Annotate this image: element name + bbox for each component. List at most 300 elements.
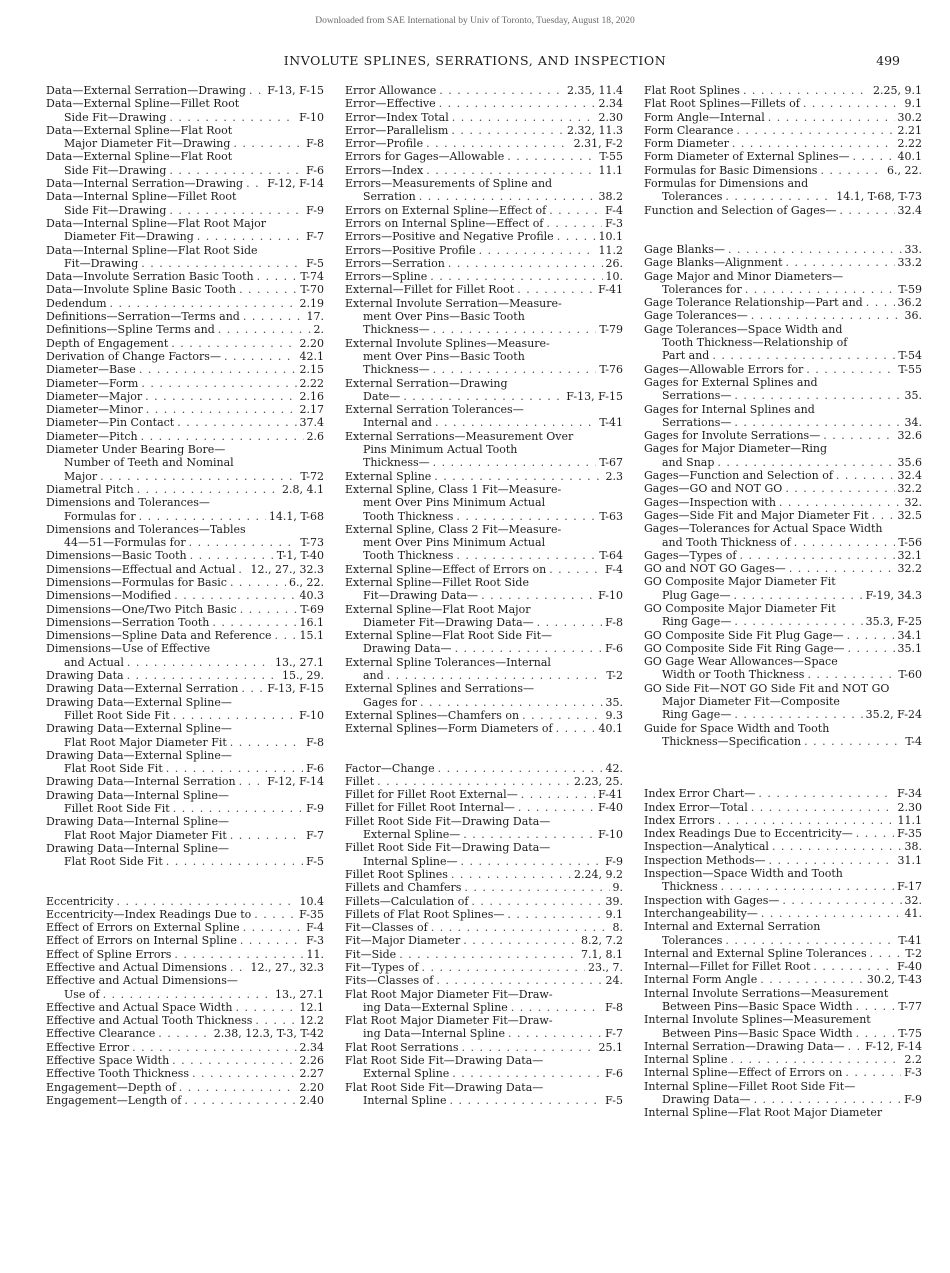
dot-leader (218, 323, 311, 336)
entry-term: Tooth Thickness (363, 549, 454, 563)
index-entry (345, 881, 623, 894)
index-entry-line: External Spline—Flat Root Major (345, 602, 531, 616)
index-entry (46, 430, 324, 443)
index-entry (644, 349, 922, 362)
index-entry-line: External Spline—Fillet Root Side (345, 575, 529, 589)
dot-leader (451, 124, 564, 137)
entry-reference: 32.4 (897, 203, 922, 217)
entry-term: Interchangeability— (644, 906, 758, 920)
index-entry (345, 510, 623, 523)
dot-leader (433, 456, 597, 469)
index-entry (644, 589, 922, 602)
dot-leader (110, 297, 297, 310)
entry-term: Engagement—Depth of (46, 1080, 176, 1094)
dot-leader (521, 788, 595, 801)
entry-reference: F-5 (605, 1093, 623, 1107)
index-entry (644, 1040, 922, 1053)
index-entry (644, 827, 922, 840)
index-entry (46, 855, 324, 868)
entry-term: Internal—Fillet for Fillet Root (644, 960, 811, 974)
entry-reference: F-7 (306, 230, 324, 244)
index-entry-line: ment Over Pins—Basic Tooth (363, 310, 525, 324)
dot-leader (751, 801, 895, 814)
index-entry (345, 416, 623, 429)
index-entry-line: Gages for Major Diameter—Ring (644, 442, 828, 456)
index-entry (345, 150, 623, 163)
dot-leader (772, 840, 902, 853)
dot-leader (103, 988, 272, 1001)
index-entry-line: Data—External Spline—Fillet Root (46, 97, 240, 111)
index-entry (345, 1001, 623, 1014)
index-entry-line: Internal Spline—Flat Root Major Diameter (644, 1106, 883, 1120)
dot-leader (403, 390, 563, 403)
entry-reference: 2.22 (897, 137, 922, 151)
index-entry (644, 469, 922, 482)
dot-leader (224, 350, 297, 363)
dot-leader (549, 204, 602, 217)
index-entry (46, 921, 324, 934)
entry-term: Eccentricity (46, 894, 114, 908)
entry-term: Plug Gage— (662, 588, 731, 602)
index-entry (46, 230, 324, 243)
entry-reference: 9.1 (904, 97, 922, 111)
index-entry-line: Gages—Tolerances for Actual Space Width (644, 522, 883, 536)
entry-term: Internal and External Spline Tolerances (644, 946, 867, 960)
entry-term: Width or Tooth Thickness (662, 668, 805, 682)
index-entry (644, 164, 922, 177)
dot-leader (813, 960, 894, 973)
entry-reference: 16.1 (299, 615, 324, 629)
dot-leader (433, 323, 597, 336)
entry-reference: 2.35, 11.4 (567, 84, 623, 97)
index-entry (46, 510, 324, 523)
index-entry (46, 337, 324, 350)
entry-reference: 42.1 (299, 349, 324, 363)
dot-leader (464, 881, 609, 894)
entry-reference: 7.1, 8.1 (581, 947, 623, 961)
dot-leader (785, 482, 894, 495)
dot-leader (431, 921, 610, 934)
dot-leader (456, 510, 596, 523)
dot-leader (730, 1053, 901, 1066)
entry-term: Tolerances for (662, 282, 742, 296)
index-entry-line: Drawing Data—Internal Spline— (46, 841, 230, 855)
dot-leader (728, 243, 902, 256)
entry-reference: F-10 (598, 589, 623, 603)
entry-term: Drawing Data— (363, 642, 452, 656)
index-entry (345, 855, 623, 868)
index-entry (345, 696, 623, 709)
entry-reference: F-8 (605, 1000, 623, 1014)
entry-term: Thickness— (363, 456, 430, 470)
entry-reference: 2.3 (605, 469, 623, 483)
dot-leader (436, 974, 602, 987)
dot-leader (190, 549, 274, 562)
entry-term: Ring Gage— (662, 615, 732, 629)
dot-leader (549, 563, 602, 576)
dot-leader (717, 456, 894, 469)
entry-term: External—Fillet for Fillet Root (345, 283, 515, 297)
entry-reference: 13., 27.1 (275, 987, 324, 1001)
entry-term: Diameter Fit—Drawing (64, 230, 194, 244)
index-entry (46, 829, 324, 842)
dot-leader (768, 111, 895, 124)
entry-term: Fit—Classes of (345, 921, 428, 935)
dot-leader (866, 296, 895, 309)
dot-leader (725, 934, 895, 947)
index-entry (46, 576, 324, 589)
dot-leader (739, 549, 894, 562)
index-entry-line: External Involute Splines—Measure- (345, 336, 550, 350)
index-entry (345, 934, 623, 947)
entry-term: Gages—Side Fit and Major Diameter Fit (644, 508, 869, 522)
entry-reference: 12., 27., 32.3 (250, 562, 324, 576)
entry-reference: 42. (605, 761, 623, 775)
entry-term: Gage Tolerances— (644, 309, 748, 323)
entry-reference: 38. (904, 840, 922, 854)
dot-leader (725, 190, 833, 203)
dot-leader (249, 84, 264, 97)
entry-reference: 33.2 (897, 256, 922, 270)
entry-reference: 2.34 (598, 97, 623, 111)
dot-leader (769, 854, 895, 867)
entry-reference: F-6 (306, 163, 324, 177)
entry-term: Gages—Function and Selection of (644, 469, 833, 483)
dot-leader (174, 948, 303, 961)
dot-leader (848, 1040, 863, 1053)
dot-leader (745, 283, 896, 296)
dot-leader (116, 895, 296, 908)
dot-leader (479, 244, 596, 257)
index-entry (46, 1014, 324, 1027)
entry-reference: 24. (605, 974, 623, 988)
entry-reference: 13., 27.1 (275, 655, 324, 669)
dot-leader (422, 961, 586, 974)
dot-leader (137, 483, 279, 496)
entry-term: External Spline— (363, 828, 461, 842)
index-entry (644, 363, 922, 376)
index-entry (644, 894, 922, 907)
index-entry-line: External Involute Serration—Measure- (345, 296, 562, 310)
dot-leader (556, 722, 596, 735)
dot-leader (712, 349, 895, 362)
index-entry-line: Data—External Spline—Flat Root (46, 123, 233, 137)
entry-reference: F-5 (306, 855, 324, 869)
dot-leader (254, 908, 296, 921)
entry-reference: F-12, F-14 (865, 1039, 922, 1053)
index-entry-line: Internal Spline—Fillet Root Side Fit— (644, 1079, 856, 1093)
dot-leader (736, 124, 894, 137)
entry-term: Part and (662, 349, 710, 363)
entry-term: Internal Spline (363, 1093, 447, 1107)
dot-leader (845, 1066, 901, 1079)
index-entry (345, 1041, 623, 1054)
entry-term: Form Clearance (644, 123, 734, 137)
index-entry-line: Pins Minimum Actual Tooth (363, 443, 518, 457)
entry-term: GO and NOT GO Gages— (644, 562, 786, 576)
entry-term: External Splines—Form Diameters of (345, 722, 553, 736)
index-entry (46, 177, 324, 190)
index-entry (46, 363, 324, 376)
index-entry (345, 137, 623, 150)
index-entry (644, 509, 922, 522)
entry-term: Serration (363, 190, 416, 204)
index-entry (345, 762, 623, 775)
entry-term: Diameter—Minor (46, 403, 143, 417)
entry-reference: 12.2 (299, 1014, 324, 1028)
dot-leader (507, 908, 602, 921)
entry-reference: F-6 (306, 762, 324, 776)
entry-reference: 37.4 (299, 416, 324, 430)
index-entry-line: Number of Teeth and Nominal (64, 456, 234, 470)
entry-term: Index Errors (644, 813, 715, 827)
index-entry (345, 895, 623, 908)
dot-leader (127, 656, 272, 669)
dot-leader (189, 536, 298, 549)
index-entry (46, 1094, 324, 1107)
entry-term: Definitions—Serration—Terms and (46, 310, 240, 324)
entry-term: Errors—Index (345, 163, 424, 177)
entry-term: Errors for Gages—Allowable (345, 150, 505, 164)
dot-leader (184, 1094, 296, 1107)
dot-leader (481, 589, 595, 602)
entry-reference: F-6 (605, 1067, 623, 1081)
entry-reference: F-19, 34.3 (865, 588, 922, 602)
entry-term: Effect of Spline Errors (46, 947, 172, 961)
entry-term: Flat Root Major Diameter Fit (64, 735, 227, 749)
entry-term: Diametral Pitch (46, 482, 134, 496)
index-entry (644, 256, 922, 269)
section-gap (644, 748, 922, 774)
dot-leader (239, 775, 265, 788)
dot-leader (448, 257, 603, 270)
dot-leader (734, 708, 862, 721)
entry-reference: 2.31, F-2 (573, 137, 623, 151)
entry-reference: F-3 (605, 216, 623, 230)
entry-term: and Actual (64, 655, 124, 669)
index-entry (46, 204, 324, 217)
entry-reference: F-12, F-14 (267, 177, 324, 191)
entry-reference: 2.38, 12.3, T-3, T-42 (213, 1027, 324, 1041)
index-entry-line: Drawing Data—External Spline— (46, 695, 232, 709)
entry-reference: 11.1 (598, 163, 623, 177)
dot-leader (507, 150, 596, 163)
entry-reference: 14.1, T-68, T-73 (836, 190, 922, 204)
dot-leader (377, 775, 571, 788)
entry-reference: F-10 (598, 828, 623, 842)
entry-term: Gages—GO and NOT GO (644, 482, 783, 496)
entry-reference: 32.4 (897, 469, 922, 483)
entry-term: Inspection—Analytical (644, 840, 769, 854)
index-entry-line: External Splines and Serrations— (345, 682, 535, 696)
entry-term: Serrations— (662, 389, 732, 403)
dot-leader (732, 137, 895, 150)
entry-term: Flat Root Serrations (345, 1040, 459, 1054)
index-entry (46, 283, 324, 296)
index-entry (46, 1027, 324, 1040)
index-entry (644, 642, 922, 655)
index-entry (644, 854, 922, 867)
index-entry-line: Guide for Space Width and Tooth (644, 721, 830, 735)
dot-leader (230, 576, 286, 589)
dot-leader (823, 429, 894, 442)
entry-reference: F-4 (605, 203, 623, 217)
entry-reference: T-72 (300, 469, 324, 483)
index-entry (644, 496, 922, 509)
entry-reference: 2.15 (299, 363, 324, 377)
index-entry-line: Dimensions and Tolerances—Tables (46, 522, 246, 536)
dot-leader (456, 549, 596, 562)
dot-leader (127, 669, 279, 682)
entry-reference: T-59 (898, 282, 922, 296)
entry-term: Internal Serration—Drawing Data— (644, 1039, 845, 1053)
entry-term: External Spline—Effect of Errors on (345, 562, 547, 576)
entry-term: Diameter—Pitch (46, 429, 138, 443)
index-entry (644, 934, 922, 947)
entry-term: Internal Form Angle (644, 973, 758, 987)
index-entry (46, 84, 324, 97)
index-entry (345, 84, 623, 97)
entry-term: Eccentricity—Index Readings Due to (46, 907, 252, 921)
entry-reference: T-2 (606, 669, 623, 683)
dot-leader (471, 895, 602, 908)
dot-leader (177, 416, 296, 429)
dot-leader (275, 629, 297, 642)
entry-term: Depth of Engagement (46, 336, 169, 350)
index-entry (644, 562, 922, 575)
entry-term: Fillet for Fillet Root Internal— (345, 801, 515, 815)
index-entry (644, 84, 922, 97)
entry-term: Fillets of Flat Root Splines— (345, 907, 505, 921)
entry-reference: F-4 (605, 562, 623, 576)
index-entry (644, 243, 922, 256)
dot-leader (430, 270, 602, 283)
dot-leader (806, 363, 895, 376)
entry-term: Diameter—Major (46, 389, 143, 403)
index-entry (345, 270, 623, 283)
index-entry-line: Flat Root Side Fit—Drawing Data— (345, 1054, 544, 1068)
entry-term: Between Pins—Basic Space Width (662, 1026, 853, 1040)
index-column-2 (345, 84, 623, 1107)
entry-term: and Snap (662, 455, 715, 469)
dot-leader (511, 1001, 602, 1014)
entry-reference: T-41 (898, 933, 922, 947)
entry-reference: 2.23, 25. (574, 774, 623, 788)
index-entry (345, 390, 623, 403)
entry-term: Effective Space Width (46, 1054, 170, 1068)
entry-term: Data—Involute Serration Basic Tooth (46, 270, 254, 284)
index-entry-line: External Spline, Class 1 Fit—Measure- (345, 482, 562, 496)
page-title: INVOLUTE SPLINES, SERRATIONS, AND INSPECTION (283, 53, 667, 68)
dot-leader (856, 1000, 896, 1013)
entry-reference: 32. (904, 495, 922, 509)
entry-reference: F-4 (306, 921, 324, 935)
entry-reference: F-7 (306, 828, 324, 842)
dot-leader (517, 283, 595, 296)
dot-leader (230, 961, 248, 974)
entry-reference: T-2 (905, 946, 922, 960)
entry-term: Derivation of Change Factors— (46, 349, 221, 363)
entry-reference: 15.1 (299, 629, 324, 643)
index-entry-line: Formulas for Dimensions and (644, 177, 809, 191)
entry-term: Function and Selection of Gages— (644, 203, 837, 217)
index-entry (644, 429, 922, 442)
index-entry (644, 309, 922, 322)
index-entry-line: ment Over Pins Minimum Actual (363, 536, 546, 550)
dot-leader (455, 642, 603, 655)
entry-term: Fit—Drawing (64, 256, 139, 270)
entry-reference: 2.2 (904, 1053, 922, 1067)
dot-leader (171, 337, 296, 350)
entry-term: Index Error—Total (644, 800, 748, 814)
index-entry (46, 589, 324, 602)
entry-reference: T-4 (905, 734, 922, 748)
entry-reference: 26. (605, 256, 623, 270)
entry-reference: T-56 (898, 535, 922, 549)
entry-reference: 2.20 (299, 1080, 324, 1094)
index-entry (46, 802, 324, 815)
entry-term: Between Pins—Basic Space Width (662, 1000, 853, 1013)
dot-leader (438, 762, 603, 775)
index-entry (345, 961, 623, 974)
entry-reference: 14.1, T-68 (268, 509, 324, 523)
index-entry (46, 775, 324, 788)
dot-leader (230, 829, 303, 842)
entry-term: Gage Blanks—Alignment (644, 256, 783, 270)
index-entry (345, 230, 623, 243)
dot-leader (743, 84, 870, 97)
entry-reference: 2.26 (299, 1054, 324, 1068)
entry-reference: 32.2 (897, 482, 922, 496)
dot-leader (836, 469, 895, 482)
dot-leader (786, 256, 895, 269)
entry-term: Fillet Root Side Fit (64, 708, 170, 722)
entry-reference: 38.2 (598, 190, 623, 204)
dot-leader (449, 1094, 602, 1107)
entry-term: Error Allowance (345, 84, 437, 97)
dot-leader (241, 682, 264, 695)
entry-reference: 9. (612, 881, 623, 895)
entry-reference: 35.3, F-25 (865, 615, 922, 629)
dot-leader (169, 111, 296, 124)
index-entry-line: External Serration Tolerances— (345, 403, 524, 417)
dot-leader (439, 84, 564, 97)
entry-term: Data—Internal Serration—Drawing (46, 177, 244, 191)
entry-term: Gages for (363, 695, 417, 709)
entry-term: Inspection Methods— (644, 853, 766, 867)
index-entry (644, 549, 922, 562)
index-column-3 (644, 84, 922, 1120)
index-entry (345, 456, 623, 469)
dot-leader (508, 1027, 602, 1040)
dot-leader (872, 509, 895, 522)
entry-term: Data—External Serration—Drawing (46, 84, 246, 97)
entry-reference: 23., 7. (588, 961, 623, 974)
entry-reference: 35.6 (897, 455, 922, 469)
index-entry (345, 164, 623, 177)
index-entry-line: Drawing Data—Internal Spline— (46, 815, 230, 829)
index-entry (644, 482, 922, 495)
entry-term: Drawing Data—Internal Serration (46, 775, 236, 789)
dot-leader (257, 270, 298, 283)
entry-term: External Spline (345, 469, 432, 483)
index-entry (46, 470, 324, 483)
entry-reference: 36. (904, 309, 922, 323)
entry-term: Drawing Data (46, 669, 124, 683)
entry-term: Dimensions—Spline Data and Reference (46, 629, 272, 643)
entry-reference: 2.25, 9.1 (873, 84, 922, 97)
dot-leader (230, 736, 303, 749)
